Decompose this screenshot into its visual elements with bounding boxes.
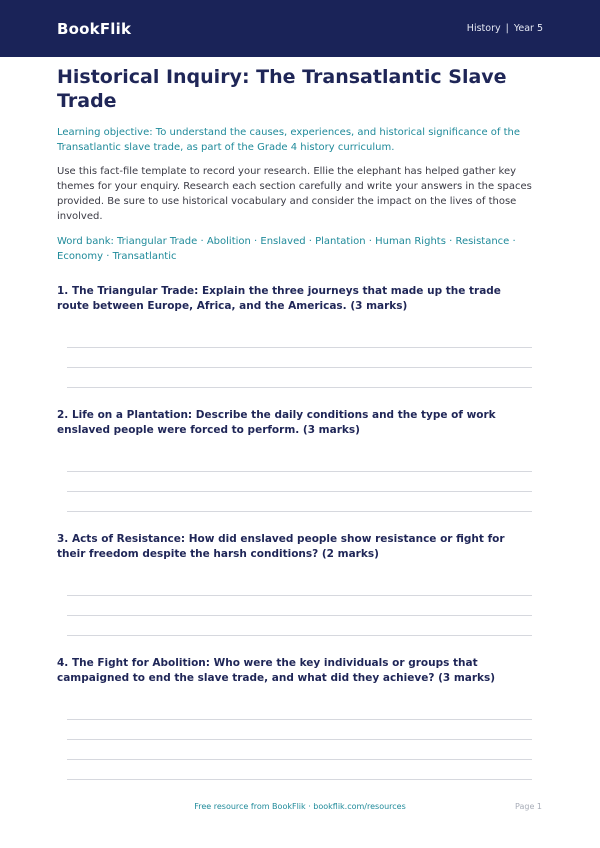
answer-line[interactable] bbox=[67, 347, 532, 348]
answer-line[interactable] bbox=[67, 491, 532, 492]
answer-line[interactable] bbox=[67, 719, 532, 720]
subject-label: History bbox=[466, 23, 501, 34]
word-bank: Word bank: Triangular Trade · Abolition · Enslaved · Plantation · Human Rights · Resistance · Economy · Transatlantic bbox=[57, 236, 516, 262]
answer-line[interactable] bbox=[67, 759, 532, 760]
header-bar bbox=[0, 0, 600, 57]
answer-lines[interactable] bbox=[67, 347, 532, 388]
year-label: Year 5 bbox=[513, 23, 543, 34]
meta-separator: | bbox=[505, 23, 509, 34]
answer-line[interactable] bbox=[67, 595, 532, 596]
answer-line[interactable] bbox=[67, 387, 532, 388]
intro-paragraph: Use this fact-file template to record your research. Ellie the elephant has helped gather key themes for your enquiry. Research each section carefully and write your answers in the spaces provided. Be sure to use historical vocabulary and consider the impact on the lives of those involved. bbox=[57, 166, 532, 222]
question-block bbox=[57, 532, 535, 636]
question-text: 3. Acts of Resistance: How did enslaved people show resistance or fight for their freedom despite the harsh conditions? (2 marks) bbox=[57, 533, 505, 560]
answer-lines[interactable] bbox=[67, 719, 532, 780]
question-text: 2. Life on a Plantation: Describe the daily conditions and the type of work enslaved people were forced to perform. (3 marks) bbox=[57, 409, 496, 436]
question-text: 4. The Fight for Abolition: Who were the key individuals or groups that campaigned to end the slave trade, and what did they achieve? (3 marks) bbox=[57, 657, 496, 684]
answer-line[interactable] bbox=[67, 635, 532, 636]
answer-lines[interactable] bbox=[67, 471, 532, 512]
answer-line[interactable] bbox=[67, 739, 532, 740]
answer-line[interactable] bbox=[67, 615, 532, 616]
answer-line[interactable] bbox=[67, 779, 532, 780]
question-block bbox=[57, 408, 535, 512]
answer-line[interactable] bbox=[67, 471, 532, 472]
question-text: 1. The Triangular Trade: Explain the three journeys that made up the trade route between Europe, Africa, and the Americas. (3 marks) bbox=[57, 285, 501, 312]
subject-year bbox=[467, 23, 543, 34]
learning-objective: Learning objective: To understand the causes, experiences, and historical significance of the Transatlantic slave trade, as part of the Grade 4 history curriculum. bbox=[57, 127, 520, 153]
page-number: Page 1 bbox=[515, 802, 542, 811]
question-block bbox=[57, 656, 535, 780]
answer-line[interactable] bbox=[67, 367, 532, 368]
brand-logo[interactable]: BookFlik bbox=[57, 19, 132, 38]
question-block bbox=[57, 284, 535, 388]
worksheet-body bbox=[57, 64, 535, 780]
question-list bbox=[57, 284, 535, 780]
page-title: Historical Inquiry: The Transatlantic Slave Trade bbox=[57, 66, 507, 112]
answer-line[interactable] bbox=[67, 511, 532, 512]
answer-lines[interactable] bbox=[67, 595, 532, 636]
footer-link[interactable]: Free resource from BookFlik · bookflik.com/resources bbox=[194, 802, 406, 811]
